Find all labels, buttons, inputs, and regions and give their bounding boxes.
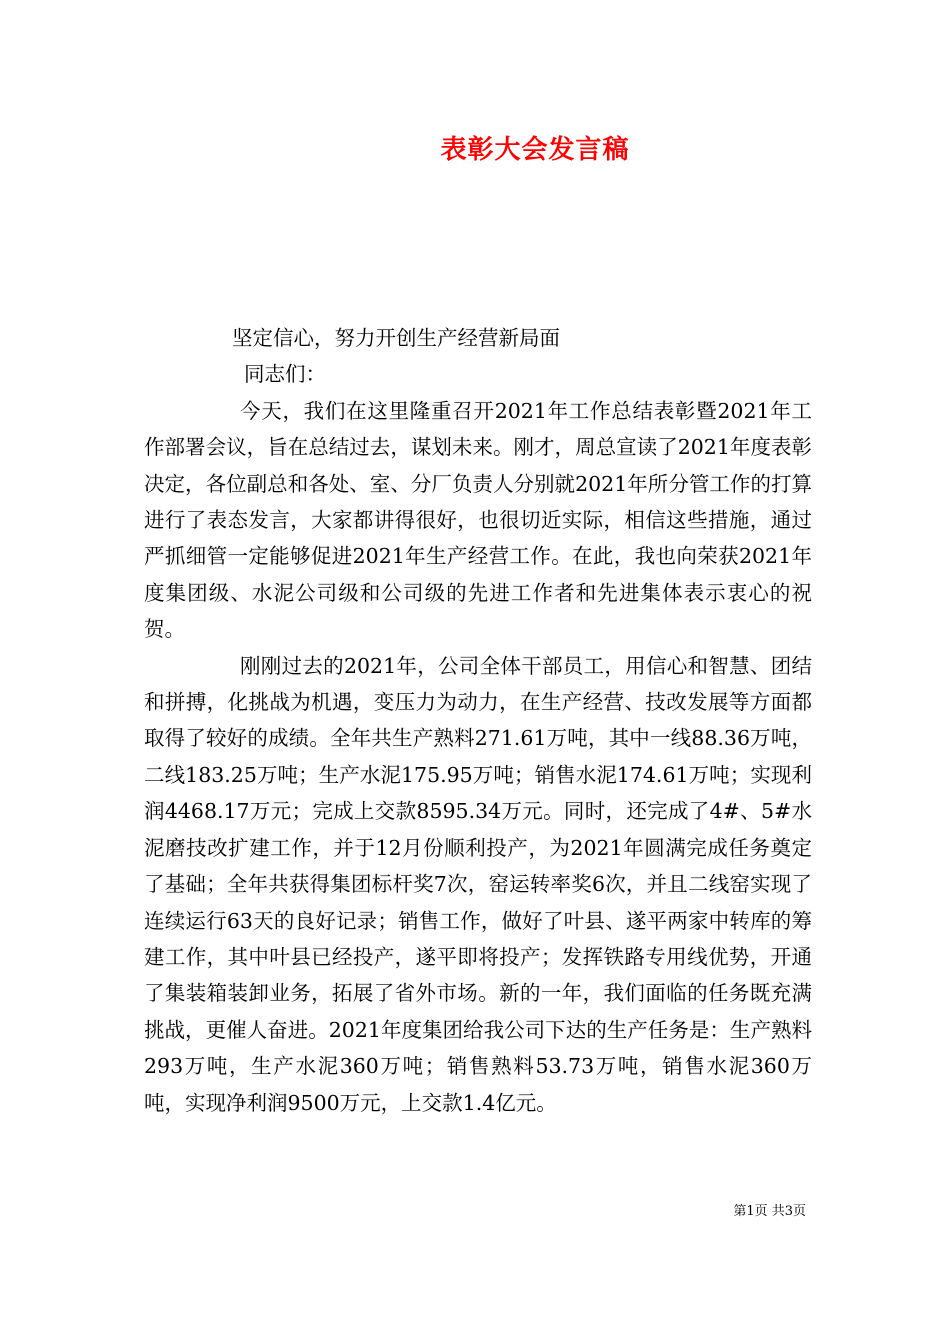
paragraph-achievements: 刚刚过去的2021年，公司全体干部员工，用信心和智慧、团结和拼搏，化挑战为机遇，变压力为动力，在生产经营、技改发展等方面都取得了较好的成绩。全年共生产熟料271.61万吨，其中一线88.36万吨，二线183.25万吨；生产水泥175.95万吨；销售水泥174.61万吨；实现利润4468.17万元；完成上交款8595.34万元。同时，还完成了4#、5#水泥磨技改扩建工作，并于12月份顺利投产，为2021年圆满完成任务奠定了基础；全年共获得集团标杆奖7次，窑运转率奖6次，并且二线窑实现了连续运行63天的良好记录；销售工作，做好了叶县、遂平两家中转库的筹建工作，其中叶县已经投产，遂平即将投产；发挥铁路专用线优势，开通了集装箱装卸业务，拓展了省外市场。新的一年，我们面临的任务既充满挑战，更催人奋进。2021年度集团给我公司下达的生产任务是：生产熟料293万吨，生产水泥360万吨；销售熟料53.73万吨，销售水泥360万吨，实现净利润9500万元，上交款1.4亿元。 bbox=[144, 653, 812, 1115]
document-title: 表彰大会发言稿 bbox=[440, 135, 630, 165]
document-body bbox=[144, 320, 812, 1121]
document-subtitle: 坚定信心，努力开创生产经营新局面 bbox=[232, 326, 560, 350]
greeting: 同志们： bbox=[244, 362, 326, 387]
paragraph-opening: 今天，我们在这里隆重召开2021年工作总结表彰暨2021年工作部署会议，旨在总结过去，谋划未来。刚才，周总宣读了2021年度表彰决定，各位副总和各处、室、分厂负责人分别就2021年所分管工作的打算进行了表态发言，大家都讲得很好，也很切近实际，相信这些措施，通过严抓细管一定能够促进2021年生产经营工作。在此，我也向荣获2021年度集团级、水泥公司级和公司级的先进工作者和先进集体表示衷心的祝贺。 bbox=[144, 398, 812, 642]
page-number: 第1页 共3页 bbox=[733, 1204, 806, 1219]
